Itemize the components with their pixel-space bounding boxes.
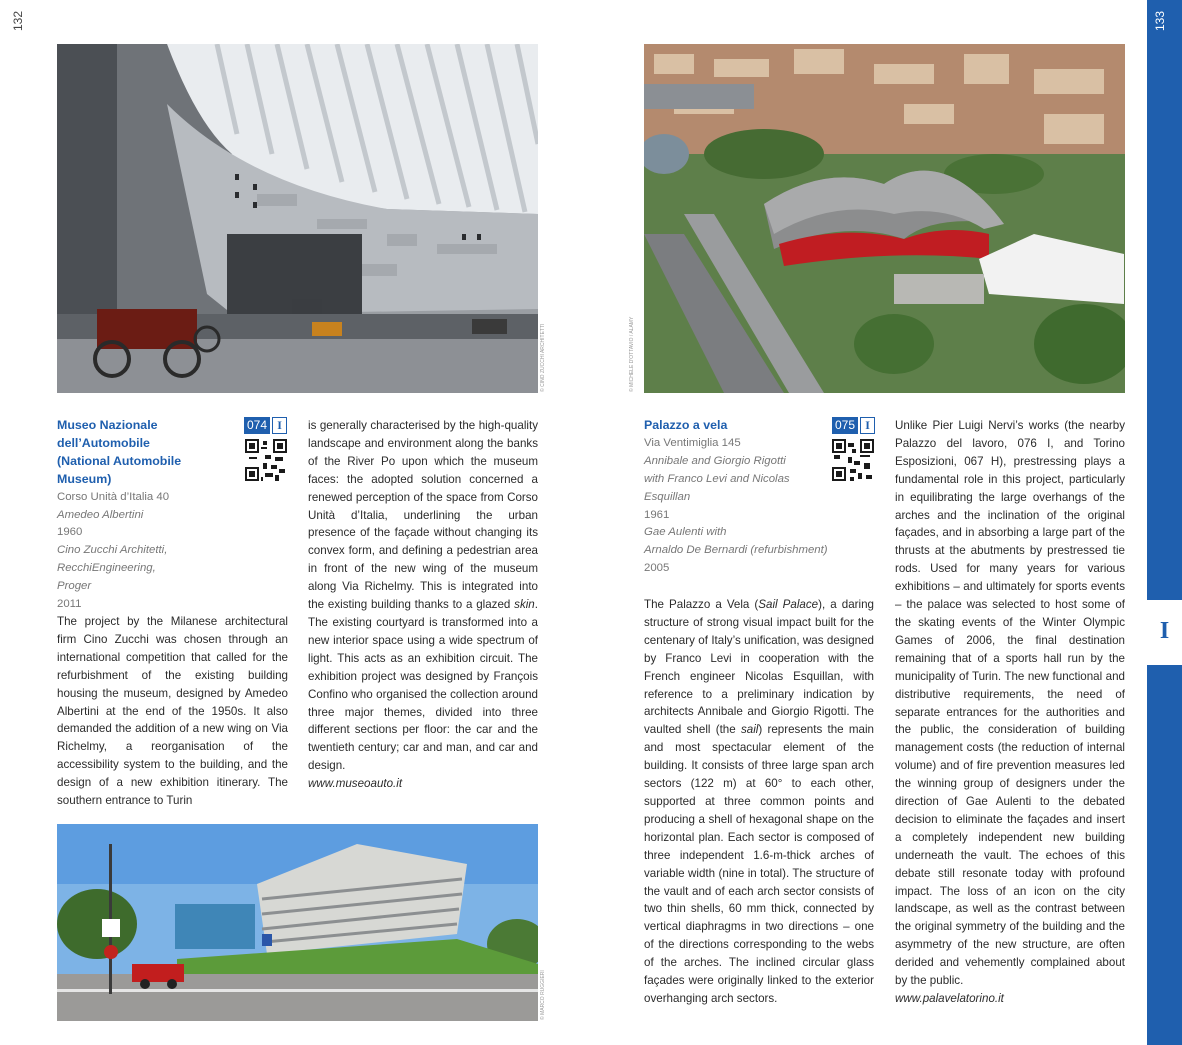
museo-title-line: (National Automobile [57, 453, 182, 468]
palazzo-refurbishment-architects-cont: Arnaldo De Bernardi (refurbishment) [644, 544, 828, 557]
palazzo-a-vela-photo [644, 44, 1125, 393]
entry-number: 075 [832, 417, 858, 434]
palazzo-year-refurbished: 2005 [644, 562, 670, 575]
museo-entry-badge [244, 417, 287, 434]
palazzo-entry-badge [832, 417, 875, 434]
museo-title-line: dell’Automobile [57, 435, 150, 450]
museo-year-built: 1960 [57, 526, 83, 539]
palazzo-address: Via Ventimiglia 145 [644, 436, 741, 449]
page-number-right: 133 [1153, 10, 1168, 32]
palazzo-body-col1-part3: ) represents the main and most spectacular element of the building. It consists of three large span arch sectors (122 m) at 60° to each other, supported at three common points and producing a shell of hexagonal shape on the horizontal plan. Each sector is composed of three independent 1.6-m-thick arches of variable width (nine in total). The structure of the vault and of each arch sector consists of two thin shells, 60 mm thick, connected by vertical diaphragms in two directions – one of the directions corresponding to the webs of the arches. The inclined circular glass façades were originally linked to the exterior overhanging arch sectors. [644, 723, 875, 1005]
museo-year-refurbished: 2011 [57, 598, 82, 611]
museo-title-line: Museo Nazionale [57, 418, 158, 432]
palazzo-body-col1-sail-palace: Sail Palace [758, 598, 819, 611]
palazzo-body-col1-sail: sail [740, 723, 759, 737]
palazzo-refurbishment-architects: Gae Aulenti with [644, 526, 727, 539]
museo-architect: Amedeo Albertini [57, 508, 144, 521]
museo-qr-code[interactable] [245, 439, 287, 481]
museo-body-col2-part1: is generally characterised by the high-quality landscape and environment along the banks of the River Po upon which the museum faces: the adopted solution concerned a renewed perception of the space from Corso Unità d’Italia, underlining the urban presence of the façade without changing its convex form, and defining a pedestrian area in front of the new wing of the museum along Via Richelmy. This is integrated into the existing building thanks to a glazed [308, 419, 538, 612]
photo-credit-palazzo: © MICHELE D'OTTAVIO / ALAMY [629, 316, 635, 392]
entry-number: 074 [244, 417, 270, 434]
palazzo-heading [644, 417, 844, 578]
entry-section: I [860, 417, 875, 434]
palazzo-architects-cont2: Esquillan [644, 490, 691, 503]
museum-interior-photo [57, 44, 538, 393]
museo-heading [57, 417, 247, 614]
section-tab-top [1147, 0, 1182, 600]
palazzo-architects: Annibale and Giorgio Rigotti [644, 454, 786, 467]
palazzo-title: Palazzo a vela [644, 418, 728, 432]
entry-section: I [272, 417, 287, 434]
palazzo-body-col1-part1: The Palazzo a Vela ( [644, 598, 759, 611]
palazzo-year-built: 1961 [644, 508, 670, 521]
museo-title-line: Museum) [57, 471, 112, 486]
photo-credit-museum-top: © CINO ZUCCHI ARCHITETTI [540, 323, 546, 392]
palazzo-body-col2-text: Unlike Pier Luigi Nervi’s works (the nearby Palazzo del lavoro, 076 I, and Torino Esposizioni, 067 H), prestressing plays a fundamental role in this project, particularly in equilibrating the large overhangs of the arches and the inclination of the original façades, and in absorbing a large part of the thrusts at the abutments by prestressed tie rods. Used for many years for various exhibitions – and ultimately for sports events – the palace was selected to host some of the skating events of the Winter Olympic Games of 2006, the final destination remaining that of a sports hall run by the municipality of Turin. The new functional and distributive requirements, the need of separate entrances for the authorities and the public, the consideration of building management costs (the reduction of internal volume) and of fire prevention measures led the winning group of designers under the direction of Gae Aulenti to the debated decision to eliminate the façades and insert a completely independent new building underneath the vault. The echoes of this debate still resonate today with profound impact. The loss of an icon on the city landscape, as well as the contrast between the original symmetry of the building and the asymmetry of the new structure, are often derided and vehemently complained about by the public. [895, 419, 1125, 988]
museo-refurbishment-architects-cont: Proger [57, 580, 92, 593]
palazzo-body-col1 [644, 596, 874, 1008]
palazzo-body-col2 [895, 417, 1125, 1008]
palazzo-architects-cont: with Franco Levi and Nicolas [644, 472, 790, 485]
palazzo-website-link[interactable]: www.palavelatorino.it [895, 992, 1004, 1005]
photo-credit-museum-bottom: © MARCO RUGGIERI [540, 970, 546, 1020]
palazzo-body-col1-part2: ), a daring structure of strong visual impact built for the centenary of Italy’s unification, was designed by Franco Levi in cooperation with the French engineer Nicolas Esquillan, with reference to a preliminary indication by architects Annibale and Giorgio Rigotti. The vaulted shell (the [644, 598, 874, 737]
section-tab-bottom [1147, 665, 1182, 1045]
museo-website-link[interactable]: www.museoauto.it [308, 777, 403, 791]
palazzo-qr-code[interactable] [832, 439, 874, 481]
museo-body-col2-part2: . The existing courtyard is transformed into a new interior space using a wide spectrum of light. This acts as an exhibition circuit. The exhibition project was designed by François Confino who organised the collection around three major themes, divided into three different sections per floor: the car and the twentieth century; car and man, and car and design. [308, 598, 538, 773]
museo-refurbishment-architects: Cino Zucchi Architetti, RecchiEngineering, [57, 544, 168, 575]
museo-body-col1: The project by the Milanese architectural firm Cino Zucchi was chosen through an international competition that called for the refurbishment of the existing building housing the museum, designed by Amedeo Albertini at the end of the 1950s. It also demanded the addition of a new wing on Via Richelmy, a reorganisation of the accessibility system to the building, and the design of a new exhibition itinerary. The southern entrance to Turin [57, 615, 288, 808]
museo-address: Corso Unità d’Italia 40 [57, 490, 170, 503]
museo-body-col2-skin: skin [514, 598, 535, 612]
section-tab-letter: I [1159, 618, 1170, 644]
page-number-left: 132 [11, 10, 26, 32]
museum-exterior-photo [57, 824, 538, 1021]
museo-body-col2 [308, 417, 538, 793]
